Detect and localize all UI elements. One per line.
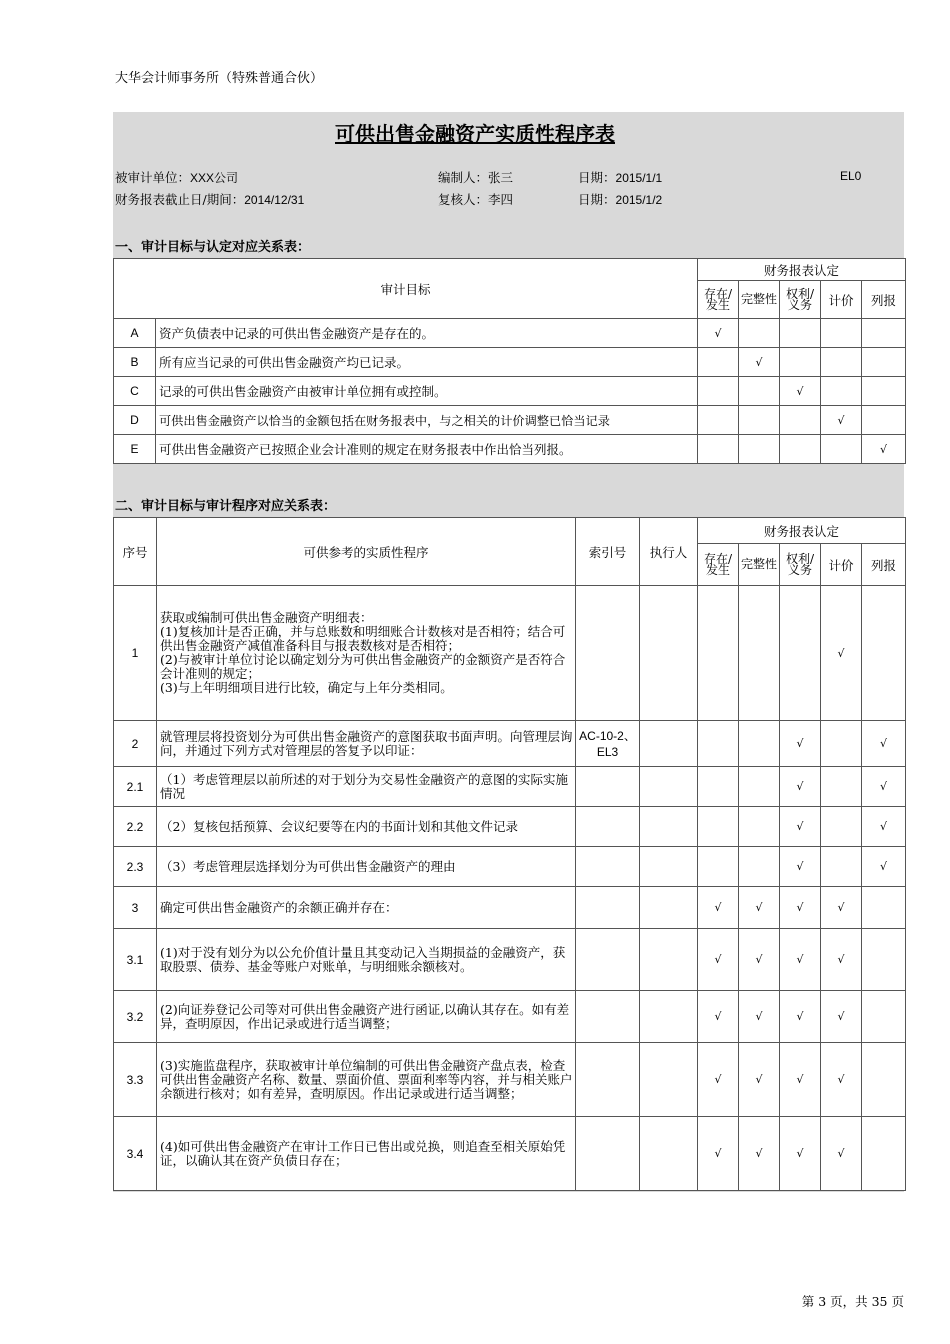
- mark-cell: √: [698, 887, 739, 929]
- assertions-group-header: 财务报表认定: [698, 518, 906, 544]
- procedure-text: （1）考虑管理层以前所述的对于划分为交易性金融资产的意图的实际实施情况: [157, 767, 576, 807]
- mark-cell: √: [821, 586, 862, 721]
- mark-cell: [739, 319, 780, 348]
- mark-cell: √: [698, 929, 739, 991]
- mark-cell: [862, 586, 906, 721]
- mark-cell: √: [862, 721, 906, 767]
- row-number: 3: [114, 887, 157, 929]
- mark-cell: √: [780, 767, 821, 807]
- index-cell: [576, 1043, 640, 1117]
- assertion-header: 计价: [821, 281, 862, 319]
- assertion-header: 存在/发生: [698, 281, 739, 319]
- index-cell: [576, 767, 640, 807]
- row-number: 3.3: [114, 1043, 157, 1117]
- mark-cell: √: [698, 1117, 739, 1191]
- entity-line: [115, 168, 238, 186]
- mark-cell: √: [862, 847, 906, 887]
- row-number: 2.3: [114, 847, 157, 887]
- firm-name: 大华会计师事务所（特殊普通合伙）: [115, 71, 324, 86]
- entity-label: 被审计单位：: [115, 170, 191, 185]
- assertion-header: 列报: [862, 544, 906, 586]
- mark-cell: √: [698, 319, 739, 348]
- index-cell: [576, 991, 640, 1043]
- entity-value: XXX公司: [190, 171, 239, 185]
- mark-cell: √: [821, 991, 862, 1043]
- reference-code: EL0: [840, 169, 862, 183]
- mark-cell: √: [780, 1043, 821, 1117]
- mark-cell: [739, 721, 780, 767]
- mark-cell: √: [821, 887, 862, 929]
- table-row: [114, 807, 906, 847]
- date-line-2: [578, 190, 662, 208]
- row-number: 3.4: [114, 1117, 157, 1191]
- mark-cell: [862, 406, 906, 435]
- row-id: D: [114, 406, 156, 435]
- row-number: 3.2: [114, 991, 157, 1043]
- objectives-table: [113, 258, 906, 464]
- mark-cell: √: [739, 929, 780, 991]
- mark-cell: [780, 435, 821, 464]
- date-line-1: [578, 168, 662, 186]
- table-row: [114, 348, 906, 377]
- procedure-text: 就管理层将投资划分为可供出售金融资产的意图获取书面声明。向管理层询问，并通过下列方式对管理层的答复予以印证：: [157, 721, 576, 767]
- mark-cell: [862, 1117, 906, 1191]
- mark-cell: [739, 807, 780, 847]
- executor-cell: [640, 721, 698, 767]
- mark-cell: √: [821, 929, 862, 991]
- assertion-header: 计价: [821, 544, 862, 586]
- mark-cell: [821, 319, 862, 348]
- row-number: 3.1: [114, 929, 157, 991]
- table-row: [114, 377, 906, 406]
- mark-cell: [780, 348, 821, 377]
- date-label: 日期：: [578, 170, 616, 185]
- objective-text: 可供出售金融资产以恰当的金额包括在财务报表中，与之相关的计价调整已恰当记录: [156, 406, 698, 435]
- row-number: 1: [114, 586, 157, 721]
- mark-cell: √: [739, 348, 780, 377]
- mark-cell: [698, 721, 739, 767]
- executor-cell: [640, 1117, 698, 1191]
- mark-cell: [862, 929, 906, 991]
- row-number: 2.1: [114, 767, 157, 807]
- mark-cell: [698, 586, 739, 721]
- assertion-header: 列报: [862, 281, 906, 319]
- objective-text: 所有应当记录的可供出售金融资产均已记录。: [156, 348, 698, 377]
- procedure-text: (1)对于没有划分为以公允价值计量且其变动记入当期损益的金融资产，获取股票、债券、基金等账户对账单，与明细账余额核对。: [157, 929, 576, 991]
- assertion-header: 权利/义务: [780, 544, 821, 586]
- mark-cell: √: [821, 1117, 862, 1191]
- executor-cell: [640, 807, 698, 847]
- period-label: 财务报表截止日/期间：: [115, 192, 245, 207]
- table-row: [114, 929, 906, 991]
- period-line: [115, 190, 304, 208]
- mark-cell: √: [739, 1043, 780, 1117]
- table-row: [114, 1117, 906, 1191]
- row-id: C: [114, 377, 156, 406]
- mark-cell: √: [862, 767, 906, 807]
- table-row: [114, 847, 906, 887]
- procedure-text: （3）考虑管理层选择划分为可供出售金融资产的理由: [157, 847, 576, 887]
- procedures-table: [113, 517, 906, 1191]
- mark-cell: [698, 807, 739, 847]
- mark-cell: [698, 406, 739, 435]
- mark-cell: [739, 435, 780, 464]
- executor-cell: [640, 887, 698, 929]
- mark-cell: [862, 377, 906, 406]
- mark-cell: [698, 377, 739, 406]
- mark-cell: √: [739, 887, 780, 929]
- page-title: 可供出售金融资产实质性程序表: [335, 122, 615, 146]
- mark-cell: [698, 435, 739, 464]
- table-row: [114, 721, 906, 767]
- mark-cell: √: [698, 991, 739, 1043]
- section2-heading: 二、审计目标与审计程序对应关系表：: [115, 499, 337, 514]
- mark-cell: [739, 767, 780, 807]
- preparer-value: 张三: [488, 170, 514, 185]
- objective-header: 审计目标: [114, 259, 698, 319]
- mark-cell: √: [780, 847, 821, 887]
- mark-cell: √: [780, 807, 821, 847]
- reviewer-label: 复核人：: [438, 192, 489, 207]
- table-row: [114, 435, 906, 464]
- executor-cell: [640, 847, 698, 887]
- mark-cell: [780, 319, 821, 348]
- mark-cell: √: [739, 1117, 780, 1191]
- executor-cell: [640, 767, 698, 807]
- index-cell: [576, 586, 640, 721]
- table-row: [114, 887, 906, 929]
- mark-cell: [739, 847, 780, 887]
- index-cell: [576, 847, 640, 887]
- index-cell: [576, 1117, 640, 1191]
- reviewer-line: [438, 190, 513, 208]
- assertion-header: 存在/发生: [698, 544, 739, 586]
- date-value: 2015/1/1: [615, 171, 663, 185]
- index-cell: [576, 929, 640, 991]
- row-id: E: [114, 435, 156, 464]
- mark-cell: √: [780, 721, 821, 767]
- no-header: 序号: [114, 518, 157, 586]
- procedure-text: (2)向证券登记公司等对可供出售金融资产进行函证,以确认其存在。如有差异，查明原因，作出记录或进行适当调整；: [157, 991, 576, 1043]
- mark-cell: √: [739, 991, 780, 1043]
- procedure-header: 可供参考的实质性程序: [157, 518, 576, 586]
- executor-cell: [640, 1043, 698, 1117]
- row-id: B: [114, 348, 156, 377]
- executor-cell: [640, 991, 698, 1043]
- table-row: [114, 991, 906, 1043]
- preparer-label: 编制人：: [438, 170, 489, 185]
- date-value: 2015/1/2: [615, 193, 663, 207]
- index-cell: [576, 807, 640, 847]
- objective-text: 可供出售金融资产已按照企业会计准则的规定在财务报表中作出恰当列报。: [156, 435, 698, 464]
- table-row: [114, 1043, 906, 1117]
- mark-cell: √: [698, 1043, 739, 1117]
- mark-cell: [739, 377, 780, 406]
- executor-header: 执行人: [640, 518, 698, 586]
- mark-cell: [698, 348, 739, 377]
- mark-cell: √: [780, 929, 821, 991]
- mark-cell: [821, 435, 862, 464]
- procedure-text: (3)实施监盘程序，获取被审计单位编制的可供出售金融资产盘点表，检查可供出售金融资产名称、数量、票面价值、票面利率等内容，并与相关账户余额进行核对；如有差异，查明原因。作出记录或进行适当调整；: [157, 1043, 576, 1117]
- mark-cell: [862, 319, 906, 348]
- assertion-header: 完整性: [739, 281, 780, 319]
- index-header: 索引号: [576, 518, 640, 586]
- objective-text: 资产负债表中记录的可供出售金融资产是存在的。: [156, 319, 698, 348]
- procedure-text: (4)如可供出售金融资产在审计工作日已售出或兑换，则追查至相关原始凭证，以确认其在资产负债日存在；: [157, 1117, 576, 1191]
- mark-cell: √: [780, 887, 821, 929]
- row-id: A: [114, 319, 156, 348]
- mark-cell: [862, 348, 906, 377]
- mark-cell: √: [780, 377, 821, 406]
- executor-cell: [640, 586, 698, 721]
- table-row: [114, 406, 906, 435]
- table-row: [114, 319, 906, 348]
- objective-text: 记录的可供出售金融资产由被审计单位拥有或控制。: [156, 377, 698, 406]
- period-value: 2014/12/31: [244, 193, 305, 207]
- mark-cell: [739, 586, 780, 721]
- mark-cell: [821, 348, 862, 377]
- table-row: [114, 767, 906, 807]
- procedure-text: （2）复核包括预算、会议纪要等在内的书面计划和其他文件记录: [157, 807, 576, 847]
- preparer-line: [438, 168, 513, 186]
- mark-cell: √: [862, 807, 906, 847]
- mark-cell: [821, 721, 862, 767]
- section1-heading: 一、审计目标与认定对应关系表：: [115, 240, 311, 255]
- page-number: 第 3 页，共 35 页: [801, 1294, 904, 1309]
- mark-cell: [698, 847, 739, 887]
- mark-cell: [821, 847, 862, 887]
- mark-cell: [698, 767, 739, 807]
- mark-cell: [739, 406, 780, 435]
- assertion-header: 完整性: [739, 544, 780, 586]
- date-label: 日期：: [578, 192, 616, 207]
- procedure-text: 获取或编制可供出售金融资产明细表： (1)复核加计是否正确，并与总账数和明细账合计数核对是否相符；结合可供出售金融资产减值准备科目与报表数核对是否相符； (2)与被审计单位讨论以确定划分为可供出售金融资产的金额资产是否符合会计准则的规定； (3)与上年明细项目进行比较，确定与上年分类相同。: [157, 586, 576, 721]
- reviewer-value: 李四: [488, 192, 514, 207]
- row-number: 2: [114, 721, 157, 767]
- mark-cell: [862, 1043, 906, 1117]
- mark-cell: √: [780, 1117, 821, 1191]
- assertion-header: 权利/义务: [780, 281, 821, 319]
- mark-cell: [780, 406, 821, 435]
- mark-cell: [821, 767, 862, 807]
- mark-cell: √: [780, 991, 821, 1043]
- mark-cell: [821, 807, 862, 847]
- procedure-text: 确定可供出售金融资产的余额正确并存在：: [157, 887, 576, 929]
- assertions-group-header: 财务报表认定: [698, 259, 906, 281]
- mark-cell: √: [821, 406, 862, 435]
- mark-cell: √: [821, 1043, 862, 1117]
- index-cell: AC-10-2、EL3: [576, 721, 640, 767]
- mark-cell: [862, 887, 906, 929]
- mark-cell: [862, 991, 906, 1043]
- mark-cell: [780, 586, 821, 721]
- row-number: 2.2: [114, 807, 157, 847]
- executor-cell: [640, 929, 698, 991]
- index-cell: [576, 887, 640, 929]
- table-row: [114, 586, 906, 721]
- mark-cell: √: [862, 435, 906, 464]
- mark-cell: [821, 377, 862, 406]
